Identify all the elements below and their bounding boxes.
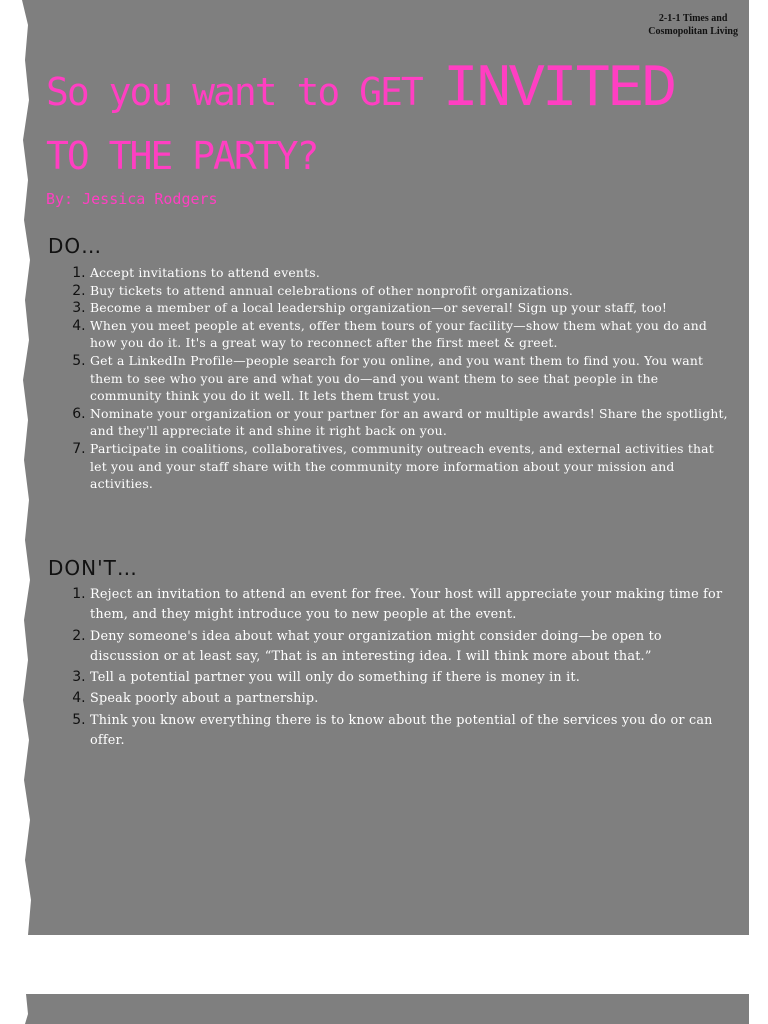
do-list (90, 264, 730, 493)
list-item-text: Speak poorly about a partnership. (90, 691, 319, 707)
list-item-text: Tell a potential partner you will only do something if there is money in it. (90, 670, 581, 686)
list-item (90, 688, 730, 709)
dont-list (90, 584, 730, 751)
do-heading: DO… (48, 234, 103, 258)
list-item (90, 282, 730, 300)
list-item-text: Think you know everything there is to know about the potential of the services you do or can offer. (90, 712, 713, 749)
title-part-2: TO THE PARTY? (46, 134, 318, 178)
list-item-text: Get a LinkedIn Profile—people search for you online, and you want them to find you. You want them to see who you are and what you do—and you want them to see that people in the community think you do it well. It lets them trust you. (90, 352, 704, 404)
list-item (90, 584, 730, 626)
article-title (46, 58, 726, 188)
title-part-1: So you want to GET (46, 70, 443, 114)
list-item-text: When you meet people at events, offer them tours of your facility—show them what you do and how you do it. It's a great way to reconnect after the first meet & greet. (90, 317, 708, 351)
list-item (90, 440, 730, 493)
list-item (90, 264, 730, 282)
byline: By: Jessica Rodgers (46, 190, 218, 208)
list-item-text: Become a member of a local leadership organization—or several! Sign up your staff, too! (90, 300, 668, 316)
list-item (90, 352, 730, 405)
list-item (90, 710, 730, 752)
list-item-text: Participate in coalitions, collaboratives, community outreach events, and external activities that let you and your staff share with the community more information about your mission and activities. (90, 440, 714, 492)
list-item-text: Accept invitations to attend events. (90, 265, 320, 280)
masthead (648, 12, 738, 38)
list-item-text: Reject an invitation to attend an event for free. Your host will appreciate your making time for them, and they might introduce you to new people at the event. (90, 587, 723, 623)
masthead-line-1: 2-1-1 Times and (658, 13, 728, 24)
list-item (90, 405, 730, 440)
next-page-torn-paper (22, 994, 749, 1024)
list-item-text: Deny someone's idea about what your organization might consider doing—be open to discussion or at least say, “That is an interesting idea. I will think more about that.” (90, 628, 662, 664)
list-item (90, 667, 730, 688)
masthead-line-2: Cosmopolitan Living (648, 26, 738, 37)
title-emphasis: INVITED (442, 56, 674, 124)
list-item (90, 626, 730, 668)
list-item (90, 317, 730, 352)
list-item-text: Buy tickets to attend annual celebrations of other nonprofit organizations. (90, 282, 574, 298)
list-item-text: Nominate your organization or your partner for an award or multiple awards! Share the spotlight, and they'll appreciate it and shine it right back on you. (90, 405, 728, 439)
dont-heading: DON'T… (48, 556, 138, 580)
list-item (90, 299, 730, 317)
